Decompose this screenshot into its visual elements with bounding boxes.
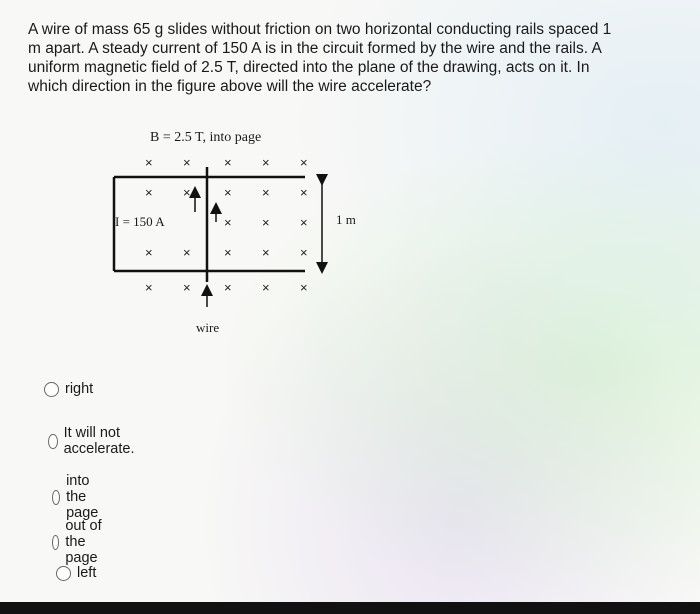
radio-button[interactable] <box>52 490 60 505</box>
question-text: A wire of mass 65 g slides without friction on two horizontal conducting rails spaced 1 m apart. A steady current of 150 A is in the circuit formed by the wire and the rails. A uniform magnetic field of 2.5 T, directed into the plane of the drawing, acts on it. In which direction in the figure above will the wire accelerate? <box>28 21 612 95</box>
field-x-mark: × <box>262 245 270 260</box>
radio-button[interactable] <box>44 382 59 397</box>
field-x-mark: × <box>300 215 308 230</box>
field-x-mark: × <box>145 245 153 260</box>
bottom-edge <box>0 602 700 614</box>
option-label: into the page <box>66 473 99 521</box>
field-x-mark: × <box>224 245 232 260</box>
radio-button[interactable] <box>52 535 59 550</box>
circuit-figure <box>100 122 360 342</box>
option-left[interactable] <box>56 565 96 581</box>
field-x-mark: × <box>262 185 270 200</box>
option-into-page[interactable] <box>52 473 105 521</box>
field-x-mark: × <box>262 215 270 230</box>
option-label: It will not accelerate. <box>63 425 135 457</box>
spacing-label: 1 m <box>336 212 356 227</box>
b-field-label: B = 2.5 T, into page <box>150 130 262 145</box>
field-x-mark: × <box>145 185 153 200</box>
field-x-mark: × <box>183 280 191 295</box>
field-x-mark: × <box>224 155 232 170</box>
option-out-of-page[interactable] <box>52 518 105 566</box>
field-x-mark: × <box>300 185 308 200</box>
field-x-mark: × <box>300 245 308 260</box>
field-x-mark: × <box>300 155 308 170</box>
field-x-mark: × <box>224 280 232 295</box>
option-right[interactable] <box>44 381 93 397</box>
field-x-mark: × <box>262 280 270 295</box>
field-x-mark: × <box>300 280 308 295</box>
circuit-diagram <box>100 122 360 342</box>
option-label: left <box>77 565 97 581</box>
field-x-mark: × <box>262 155 270 170</box>
field-x-mark: × <box>183 245 191 260</box>
option-no-acceleration[interactable] <box>48 425 140 457</box>
field-x-mark: × <box>145 155 153 170</box>
option-label: out of the page <box>65 518 102 566</box>
option-label: right <box>65 381 94 397</box>
wire-label: wire <box>196 320 220 335</box>
field-x-mark: × <box>183 185 191 200</box>
field-x-mark: × <box>224 185 232 200</box>
radio-button[interactable] <box>48 434 58 449</box>
current-label: I = 150 A <box>115 214 165 229</box>
radio-button[interactable] <box>56 566 71 581</box>
field-x-mark: × <box>183 155 191 170</box>
field-x-mark: × <box>224 215 232 230</box>
field-x-mark: × <box>145 280 153 295</box>
